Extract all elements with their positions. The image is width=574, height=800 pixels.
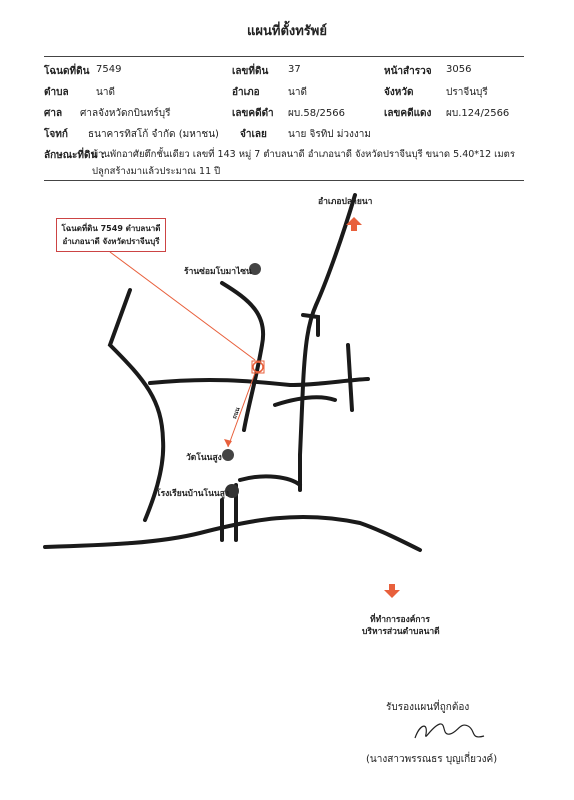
district-value: นาดี <box>288 87 307 98</box>
defendant-label: จำเลย <box>240 129 267 140</box>
label-shop: ร้านซ่อมโบมาไซน <box>184 267 252 277</box>
province-label: จังหวัด <box>384 87 414 98</box>
road-horizontal <box>150 379 368 385</box>
survey-label: หน้าสำรวจ <box>384 66 432 77</box>
signature-icon <box>410 716 490 748</box>
road-main-north <box>300 195 355 455</box>
district-label: อำเภอ <box>232 87 260 98</box>
south-arrow-icon <box>384 584 400 598</box>
top-divider <box>44 56 524 57</box>
black-case-value: ผบ.58/2566 <box>288 108 345 119</box>
black-case-label: เลขคดีดำ <box>232 108 274 119</box>
subdistrict-label: ตำบล <box>44 87 69 98</box>
court-label: ศาล <box>44 108 63 119</box>
red-case-label: เลขคดีแดง <box>384 108 432 119</box>
red-case-value: ผบ.124/2566 <box>446 108 510 119</box>
certification-text: รับรองแผนที่ถูกต้อง <box>386 702 470 713</box>
description-line-2: ปลูกสร้างมาแล้วประมาณ 11 ปี <box>92 166 221 177</box>
description-label: ลักษณะที่ดิน : <box>44 150 105 161</box>
subdistrict-value: นาดี <box>96 87 115 98</box>
label-office-line-1: ที่ทำการองค์การ <box>370 615 430 625</box>
road-ns-right <box>348 345 352 410</box>
land-no-value: 37 <box>288 64 301 75</box>
road-bottom-curve <box>45 517 420 550</box>
description-line-1: บ้านพักอาศัยตึกชั้นเดียว เลขที่ 143 หมู่ 7 ตำบลนาดี อำเภอนาดี จังหวัดปราจีนบุรี ขนาด 5.40*12 เมตร <box>92 149 515 160</box>
province-value: ปราจีนบุรี <box>446 87 488 98</box>
deed-value: 7549 <box>96 64 122 75</box>
land-no-label: เลขที่ดิน <box>232 66 269 77</box>
road-label: ถนน <box>231 406 242 420</box>
bottom-divider <box>44 180 524 181</box>
deed-label: โฉนดที่ดิน <box>44 66 90 77</box>
location-map <box>0 185 574 665</box>
road-school-curve <box>240 476 300 485</box>
temple-icon <box>222 449 234 461</box>
label-temple: วัดโนนสูง <box>186 453 222 463</box>
defendant-value: นาย จิรทิป ม่วงงาม <box>288 129 372 140</box>
deed-callout <box>56 218 166 252</box>
page-title: แผนที่ตั้งทรัพย์ <box>247 24 327 39</box>
label-office-line-2: บริหารส่วนตำบลนาดี <box>362 627 440 637</box>
label-school: โรงเรียนบ้านโนนสูง <box>156 489 230 499</box>
callout-line-2: อำเภอนาดี จังหวัดปราจีนบุรี <box>62 237 160 246</box>
plaintiff-value: ธนาคารทิสโก้ จำกัด (มหาชน) <box>88 129 219 140</box>
plaintiff-label: โจทก์ <box>44 129 68 140</box>
court-value: ศาลจังหวัดกบินทร์บุรี <box>80 108 171 119</box>
callout-line-1: โฉนดที่ดิน 7549 ตำบลนาดี <box>61 224 161 233</box>
road-center-curve <box>275 397 335 405</box>
signer-name: (นางสาวพรรณธร บุญเกี่ยวงค์) <box>366 754 498 765</box>
survey-value: 3056 <box>446 64 472 75</box>
label-north-district: อำเภอปลายนา <box>318 197 373 207</box>
